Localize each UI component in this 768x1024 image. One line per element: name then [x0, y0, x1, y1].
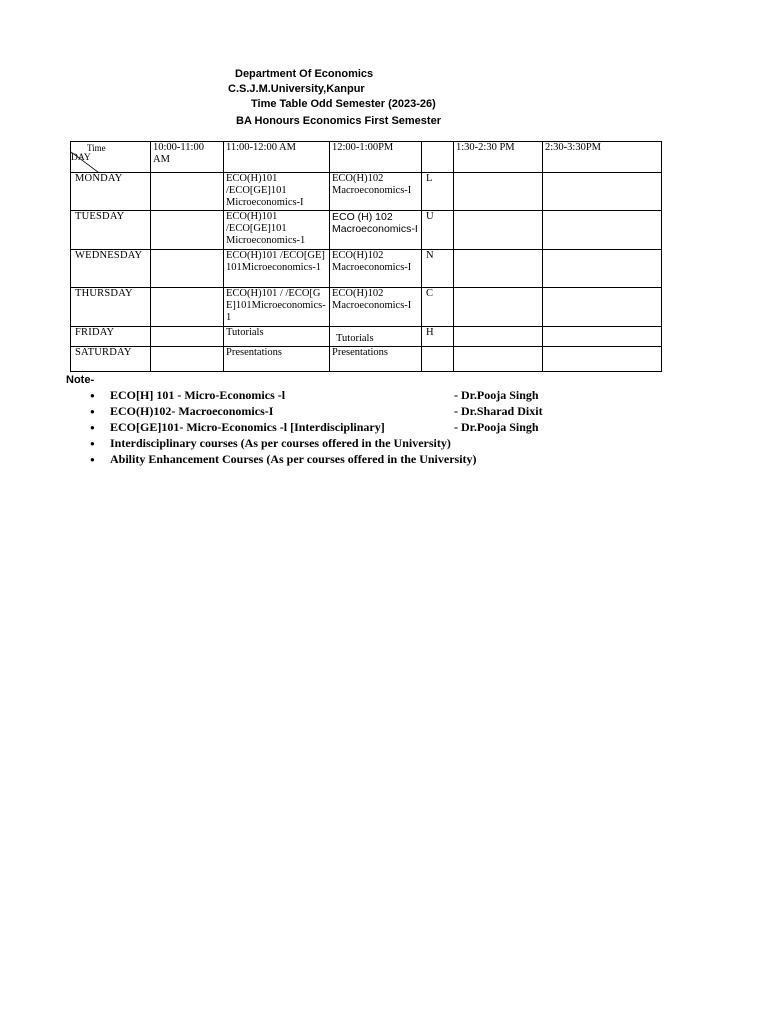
- table-row: [71, 288, 662, 327]
- list-item: [90, 436, 580, 452]
- day-label: MONDAY: [71, 173, 151, 211]
- list-item: [90, 388, 580, 404]
- cell: [543, 288, 662, 327]
- table-row: [71, 347, 662, 372]
- timetable-header-row: [71, 142, 662, 173]
- semester-title: Time Table Odd Semester (2023-26): [251, 98, 436, 110]
- cell: [543, 211, 662, 250]
- lunch-letter: U: [422, 211, 454, 250]
- cell: [151, 327, 224, 347]
- cell: ECO(H)101 / /ECO[GE]101Microeconomics-1: [224, 288, 330, 327]
- cell: [454, 347, 543, 372]
- university-name: C.S.J.M.University,Kanpur: [228, 83, 365, 95]
- cell: ECO(H)101 /ECO[GE]101Microeconomics-1: [224, 250, 330, 288]
- cell: [543, 173, 662, 211]
- corner-time-label: Time: [87, 143, 106, 153]
- slot-header: 11:00-12:00 AM: [224, 142, 330, 173]
- corner-cell: [71, 142, 151, 173]
- slot-header: 10:00-11:00 AM: [151, 142, 224, 173]
- table-row: [71, 173, 662, 211]
- table-row: [71, 250, 662, 288]
- cell: [151, 347, 224, 372]
- day-label: THURSDAY: [71, 288, 151, 327]
- note-text: Ability Enhancement Courses (As per courses offered in the University): [110, 452, 477, 466]
- day-label: FRIDAY: [71, 327, 151, 347]
- note-teacher: - Dr.Pooja Singh: [454, 420, 539, 434]
- cell: Tutorials: [224, 327, 330, 347]
- cell: Presentations: [330, 347, 422, 372]
- cell: ECO(H)102 Macroeconomics-I: [330, 173, 422, 211]
- cell: ECO(H)101 /ECO[GE]101 Microeconomics-I: [224, 173, 330, 211]
- lunch-letter: H: [422, 327, 454, 347]
- lunch-letter: L: [422, 173, 454, 211]
- cell: [454, 250, 543, 288]
- cell: ECO(H)101 /ECO[GE]101 Microeconomics-1: [224, 211, 330, 250]
- cell: [151, 211, 224, 250]
- note-teacher: - Dr.Pooja Singh: [454, 388, 539, 402]
- cell: [543, 327, 662, 347]
- list-item: [90, 420, 580, 436]
- note-heading: Note-: [66, 374, 95, 386]
- cell: [454, 173, 543, 211]
- lunch-letter: C: [422, 288, 454, 327]
- note-text: ECO(H)102- Macroeconomics-I: [110, 404, 274, 418]
- lunch-letter: N: [422, 250, 454, 288]
- slot-header: 1:30-2:30 PM: [454, 142, 543, 173]
- course-title: BA Honours Economics First Semester: [236, 115, 441, 127]
- table-row: [71, 327, 662, 347]
- department-title: Department Of Economics: [235, 68, 374, 80]
- note-text: ECO[H] 101 - Micro-Economics -l: [110, 388, 286, 402]
- cell: Tutorials: [330, 327, 422, 347]
- note-text: Interdisciplinary courses (As per courses offered in the University): [110, 436, 451, 450]
- list-item: [90, 452, 580, 468]
- cell: [151, 288, 224, 327]
- slot-header-lunch: [422, 142, 454, 173]
- list-item: [90, 404, 580, 420]
- table-row: [71, 211, 662, 250]
- note-list: [90, 388, 580, 468]
- cell: [151, 250, 224, 288]
- cell: [454, 288, 543, 327]
- cell: ECO(H)102 Macroeconomics-I: [330, 250, 422, 288]
- lunch-letter: [422, 347, 454, 372]
- day-label: TUESDAY: [71, 211, 151, 250]
- corner-day-label: DAY: [71, 153, 91, 163]
- cell: [543, 347, 662, 372]
- slot-header: 2:30-3:30PM: [543, 142, 662, 173]
- cell: ECO(H)102 Macroeconomics-I: [330, 288, 422, 327]
- cell: [454, 327, 543, 347]
- day-label: SATURDAY: [71, 347, 151, 372]
- timetable: [70, 141, 662, 372]
- day-label: WEDNESDAY: [71, 250, 151, 288]
- cell: [543, 250, 662, 288]
- cell: ECO (H) 102 Macroeconomics-I: [330, 211, 422, 250]
- note-teacher: - Dr.Sharad Dixit: [454, 404, 543, 418]
- cell: [151, 173, 224, 211]
- note-text: ECO[GE]101- Micro-Economics -l [Interdisciplinary]: [110, 420, 385, 434]
- cell: Presentations: [224, 347, 330, 372]
- cell: [454, 211, 543, 250]
- slot-header: 12:00-1:00PM: [330, 142, 422, 173]
